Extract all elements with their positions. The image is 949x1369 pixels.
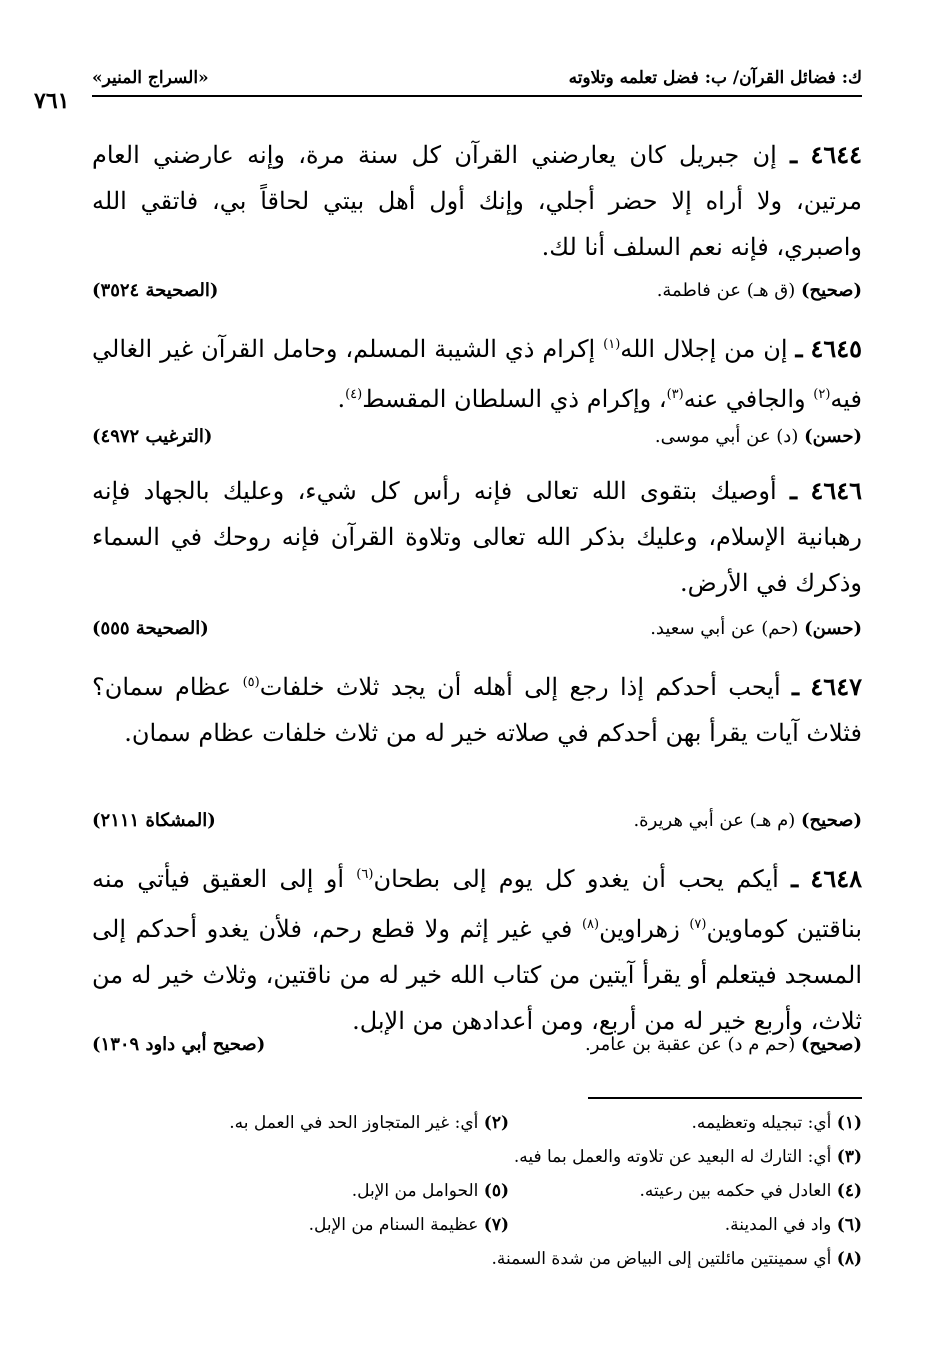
footnote-number: (٥) (483, 1181, 509, 1201)
footnote-number: (٣) (836, 1147, 862, 1167)
hadith-source (92, 426, 862, 456)
footnote-text: عظيمة السنام من الإبل. (308, 1215, 479, 1235)
footnote-number: (٢) (483, 1113, 509, 1133)
hadith-text: والجافي عنه (683, 385, 814, 413)
grade: (صحيح) (801, 280, 862, 301)
page-number: ٧٦١ (34, 88, 70, 114)
footnote-8 (491, 1249, 862, 1269)
footnote-ref: (٨) (581, 917, 600, 932)
hadith-number: ٤٦٤٧ (810, 672, 862, 701)
footnote-ref: (٤) (345, 387, 363, 402)
narration: (حم) عن أبي سعيد. (650, 618, 799, 639)
dash: ـ (795, 334, 803, 363)
footnote-text: أي: التارك له البعيد عن تلاوته والعمل بما فيه. (513, 1147, 832, 1167)
dash: ـ (790, 140, 798, 169)
footnote-ref: (٦) (356, 867, 374, 882)
hadith-text: في غير إثم ولا قطع رحم، فلأن يغدو أحدكم إلى المسجد فيتعلم أو يقرأ آيتين من كتاب الله خير له من ناقتين، وثلاث خير له من ثلاث، وأربع خير له من أربع، ومن أعدادهن من الإبل. (92, 915, 862, 1035)
footnote-ref: (١) (603, 337, 621, 352)
hadith-source (92, 810, 862, 840)
hadith-text: أيحب أحدكم إذا رجع إلى أهله أن يجد ثلاث خلفات (259, 673, 781, 701)
hadith-text: أو إلى العقيق فيأتي منه بناقتين كوماوين (92, 865, 863, 943)
footnote-text: أي سمينتين مائلتين إلى البياض من شدة السمنة. (491, 1249, 832, 1269)
footnote-2 (229, 1113, 509, 1133)
footnote-number: (٨) (836, 1249, 862, 1269)
grade: (صحيح) (801, 1034, 862, 1055)
reference: (الصحيحة ٥٥٥) (92, 618, 209, 639)
footnote-5 (352, 1181, 509, 1201)
book-title: «السراج المنير» (92, 68, 209, 88)
footnote-1 (692, 1113, 862, 1133)
hadith-text: ، وإكرام ذي السلطان المقسط (362, 385, 667, 413)
grade: (حسن) (804, 426, 862, 447)
footnote-4 (639, 1181, 862, 1201)
footnote-rule (588, 1097, 862, 1099)
footnote-ref: (٧) (689, 917, 707, 932)
hadith-text: إن جبريل كان يعارضني القرآن كل سنة مرة، وإنه عارضني العام مرتين، ولا أراه إلا حضر أجلي، وإنك أول أهل بيتي لحاقاً بي، فاتقي الله واصبري، فإنه نعم السلف أنا لك. (92, 141, 862, 261)
running-header (92, 62, 862, 98)
hadith-source (92, 280, 862, 310)
grade-narration (657, 280, 862, 301)
grade-narration (585, 1034, 862, 1055)
hadith-text: عظام سمان؟ فثلاث آيات يقرأ بهن أحدكم في صلاته خير له من ثلاث خلفات عظام سمان. (92, 673, 862, 747)
grade-narration (655, 426, 862, 447)
reference: (المشكاة ٢١١١) (92, 810, 216, 831)
hadith-number: ٤٦٤٨ (810, 864, 862, 893)
footnote-text: أي: تبجيله وتعظيمه. (691, 1113, 832, 1133)
footnote-number: (٤) (836, 1181, 862, 1201)
footnote-text: الحوامل من الإبل. (351, 1181, 479, 1201)
hadith-text: إن من إجلال الله (620, 335, 788, 363)
footnote-ref: (٢) (813, 387, 831, 402)
reference: (الصحيحة ٣٥٢٤) (92, 280, 219, 301)
hadith-number: ٤٦٤٦ (810, 476, 862, 505)
header-rule (92, 95, 862, 97)
grade: (صحيح) (801, 810, 862, 831)
footnote-ref: (٥) (242, 675, 260, 690)
footnote-ref: (٣) (666, 387, 684, 402)
footnote-7 (309, 1215, 509, 1235)
reference: (الترغيب ٤٩٧٢) (92, 426, 213, 447)
footnote-3 (514, 1147, 862, 1167)
reference: (صحيح أبي داود ١٣٠٩) (92, 1034, 266, 1055)
footnote-text: العادل في حكمه بين رعيته. (639, 1181, 832, 1201)
hadith-text: زهراوين (599, 915, 690, 943)
hadith-4646 (92, 468, 862, 606)
hadith-4644 (92, 132, 862, 270)
hadith-text: أوصيك بتقوى الله تعالى فإنه رأس كل شيء، وعليك بالجهاد فإنه رهبانية الإسلام، وعليك بذكر الله تعالى وتلاوة القرآن فإنه روحك في السماء وذكرك في الأرض. (92, 477, 862, 597)
hadith-text: . (337, 385, 346, 413)
narration: (ق هـ) عن فاطمة. (656, 280, 796, 301)
hadith-4648 (92, 852, 862, 1044)
hadith-source (92, 1034, 862, 1064)
dash: ـ (791, 864, 799, 893)
footnote-number: (٦) (836, 1215, 862, 1235)
hadith-text: أيكم يحب أن يغدو كل يوم إلى بطحان (373, 865, 779, 893)
footnote-text: واد في المدينة. (724, 1215, 832, 1235)
hadith-source (92, 618, 862, 648)
hadith-number: ٤٦٤٥ (810, 334, 863, 363)
dash: ـ (790, 476, 798, 505)
dash: ـ (792, 672, 800, 701)
grade: (حسن) (804, 618, 862, 639)
footnote-number: (٧) (483, 1215, 509, 1235)
hadith-4647 (92, 660, 862, 756)
footnote-6 (725, 1215, 862, 1235)
narration: (م هـ) عن أبي هريرة. (633, 810, 796, 831)
hadith-number: ٤٦٤٤ (810, 140, 862, 169)
grade-narration (650, 618, 862, 639)
grade-narration (633, 810, 862, 831)
narration: (د) عن أبي موسى. (654, 426, 799, 447)
hadith-4645 (92, 322, 862, 422)
footnote-text: أي: غير المتجاوز الحد في العمل به. (229, 1113, 479, 1133)
narration: (حم م د) عن عقبة بن عامر. (585, 1034, 796, 1055)
hadith-text: إكرام ذي الشيبة المسلم، وحامل القرآن غير الغالي فيه (92, 335, 862, 413)
footnote-number: (١) (836, 1113, 862, 1133)
chapter-title: ك: فضائل القرآن/ ب: فضل تعلمه وتلاوته (568, 68, 862, 88)
